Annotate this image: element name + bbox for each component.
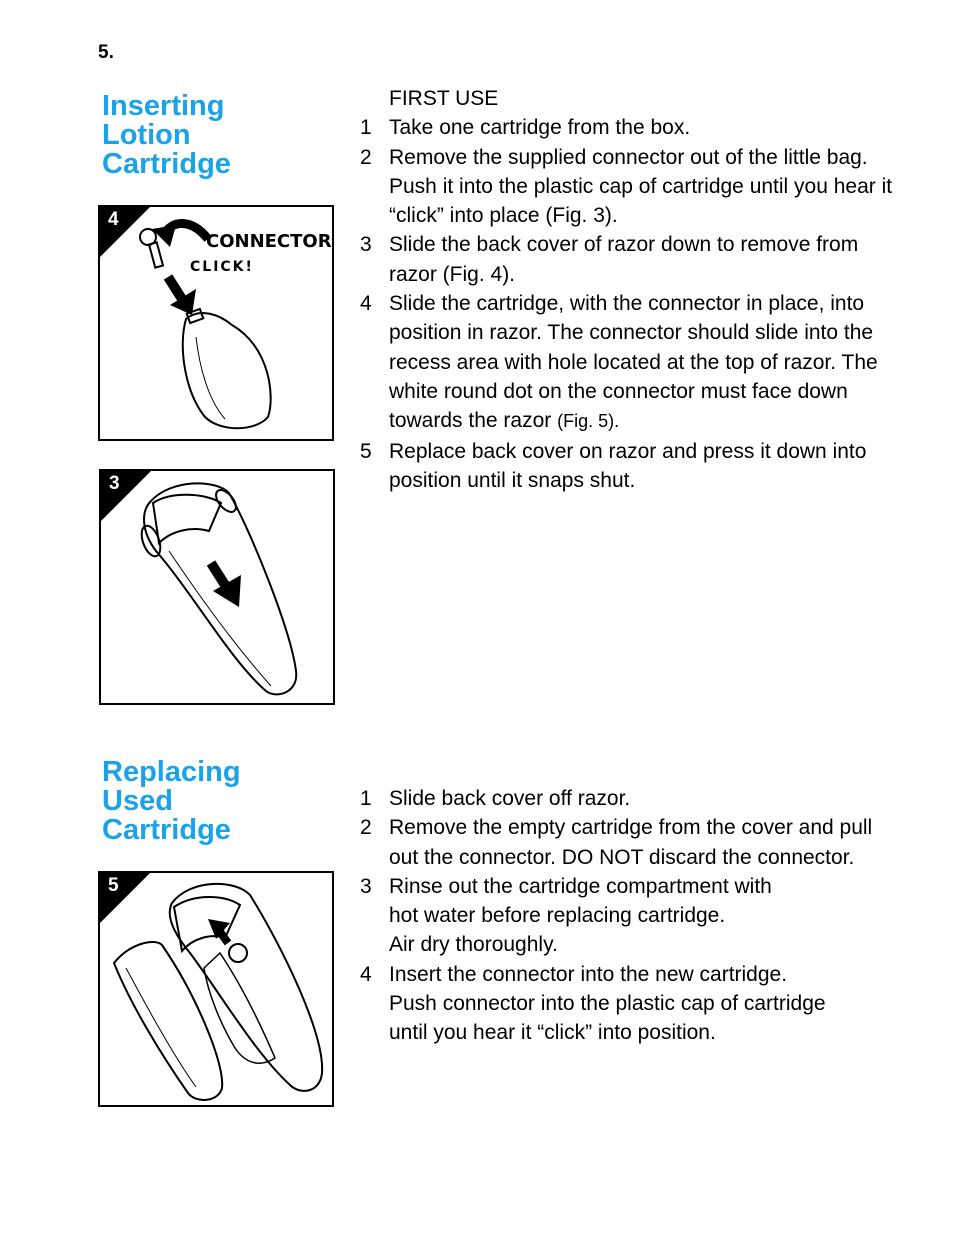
figure-4: [98, 205, 334, 441]
step-text: Remove the empty cartridge from the cover and pull out the connector. DO NOT discard the connector.: [389, 816, 873, 869]
section-heading-inserting: [102, 92, 342, 179]
step-text-line: Insert the connector into the new cartridge.: [389, 962, 788, 986]
figure-label-click: CLICK!: [190, 259, 254, 275]
step-number: 3: [360, 233, 372, 257]
figure-number: 4: [108, 209, 119, 230]
step-number: 1: [360, 787, 372, 810]
step-text-line: hot water before replacing cartridge.: [389, 904, 726, 928]
heading-line: Replacing: [102, 756, 241, 788]
heading-line: Lotion: [102, 119, 191, 151]
step-text-line: Air dry thoroughly.: [389, 933, 558, 957]
step-text: Slide the cartridge, with the connector in place, into position in razor. The connector should slide into the recess area with hole located at the top of razor. The white round dot on the connector must face down towards the razor: [389, 292, 878, 433]
list-item: [360, 143, 900, 231]
page-number: 5.: [98, 42, 114, 63]
step-number: 4: [360, 962, 372, 986]
section-heading-replacing: [102, 758, 342, 845]
list-item: [360, 960, 900, 1048]
figure-3-illustration: [101, 471, 335, 705]
figure-number: 3: [109, 473, 120, 494]
heading-line: Cartridge: [102, 814, 231, 846]
section2-steps: [360, 784, 900, 1048]
figure-3: [99, 469, 335, 705]
first-use-label: FIRST USE: [389, 87, 499, 110]
figure-label-connector: CONNECTOR: [206, 231, 332, 252]
step-text-line: Rinse out the cartridge compartment with: [389, 874, 772, 898]
heading-line: Used: [102, 785, 173, 817]
list-item: [360, 872, 900, 960]
step-text-line: until you hear it “click” into position.: [389, 1021, 716, 1045]
list-item: [360, 813, 900, 872]
step-text: Slide the back cover of razor down to remove from razor (Fig. 4).: [389, 233, 859, 286]
section1-steps: [360, 84, 900, 495]
step-text: Take one cartridge from the box.: [389, 116, 691, 140]
heading-line: Inserting: [102, 90, 225, 122]
step-number: 1: [360, 116, 372, 140]
step-text: Replace back cover on razor and press it down into position until it snaps shut.: [389, 439, 867, 492]
step-number: 2: [360, 816, 372, 840]
step-text-line: Push connector into the plastic cap of cartridge: [389, 992, 826, 1016]
step-number: 3: [360, 874, 372, 898]
figure-5-illustration: [100, 873, 334, 1107]
figure-5: [98, 871, 334, 1107]
step-text: Remove the supplied connector out of the little bag. Push it into the plastic cap of cartridge until you hear it “click” into place (Fig. 3).: [389, 145, 893, 228]
step-text-figref: (Fig. 5).: [557, 411, 620, 432]
figure-number: 5: [108, 875, 119, 896]
list-item: [360, 289, 900, 436]
step-number: 4: [360, 292, 372, 316]
step-text: Slide back cover off razor.: [389, 787, 631, 810]
heading-line: Cartridge: [102, 148, 231, 180]
list-item: [360, 784, 900, 813]
list-item: [360, 230, 900, 289]
step-number: 5: [360, 439, 372, 463]
list-item: [360, 437, 900, 496]
step-number: 2: [360, 145, 372, 169]
list-item: [360, 113, 900, 142]
